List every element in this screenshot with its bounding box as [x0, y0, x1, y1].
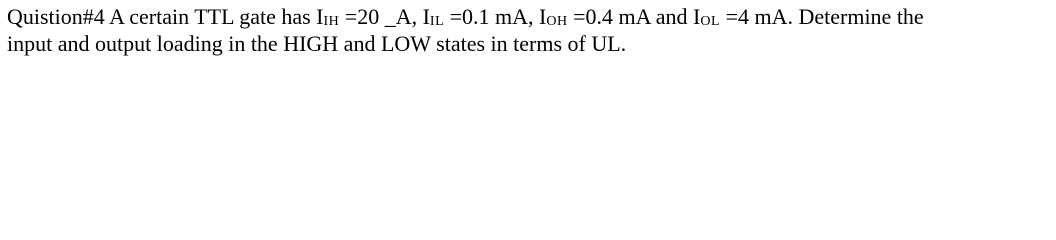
question-text — [7, 3, 1053, 57]
iol-value: =4 mA. Determine the — [720, 4, 924, 29]
question-line-2: input and output loading in the HIGH and LOW states in terms of UL. — [7, 31, 627, 56]
question-line-1 — [7, 3, 1053, 30]
iih-subscript: IH — [323, 14, 340, 29]
question-prefix: Quistion#4 A certain TTL gate has I — [7, 4, 324, 29]
ioh-subscript: OH — [546, 14, 568, 29]
iil-value: =0.1 mA, I — [444, 4, 547, 29]
iol-subscript: OL — [700, 14, 721, 29]
iil-subscript: IL — [429, 14, 445, 29]
ioh-value: =0.4 mA and I — [567, 4, 701, 29]
iih-value: =20 _A, I — [339, 4, 430, 29]
